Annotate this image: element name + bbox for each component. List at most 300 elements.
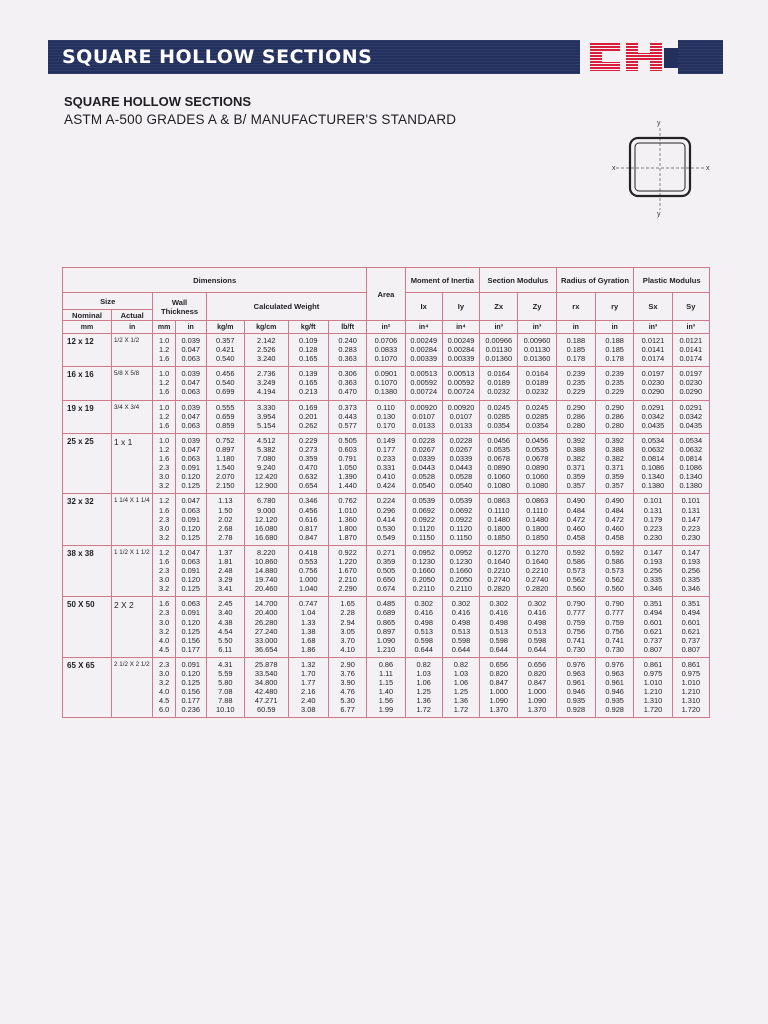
value-cell: 0.82 <box>453 659 469 669</box>
value-cell: 0.00513 <box>410 369 438 379</box>
value-cell: 0.147 <box>681 547 701 557</box>
value-column-cell <box>244 597 288 658</box>
value-column-cell <box>328 494 366 545</box>
value-cell: 0.621 <box>643 626 663 636</box>
value-cell: 4.10 <box>340 644 355 654</box>
value-cell: 0.897 <box>376 626 396 636</box>
value-cell: 0.302 <box>414 599 433 609</box>
value-cell: 0.632 <box>298 472 318 482</box>
value-cell: 0.177 <box>181 644 200 654</box>
value-cell: 0.1120 <box>412 523 435 533</box>
value-cell: 0.562 <box>605 575 624 585</box>
value-cell: 0.573 <box>605 566 624 576</box>
value-cell: 4.76 <box>340 687 355 697</box>
value-cell: 0.82 <box>416 659 431 669</box>
value-cell: 1.040 <box>298 584 318 594</box>
value-cell: 0.0189 <box>525 378 549 388</box>
value-cell: 0.0692 <box>449 505 473 515</box>
value-cell: 0.125 <box>181 678 200 688</box>
value-cell: 0.193 <box>643 556 663 566</box>
value-column-cell <box>596 545 634 596</box>
value-column-cell <box>518 334 556 367</box>
value-cell: 0.791 <box>338 454 357 464</box>
value-cell: 2.3 <box>158 463 170 473</box>
value-cell: 0.125 <box>181 481 200 491</box>
value-cell: 0.656 <box>527 659 547 669</box>
nominal-size-cell: 16 x 16 <box>63 367 112 400</box>
value-cell: 0.139 <box>298 369 318 379</box>
value-cell: 0.0814 <box>679 454 703 464</box>
value-cell: 1.800 <box>338 523 357 533</box>
value-column-cell <box>672 433 709 494</box>
value-cell: 0.0228 <box>449 435 473 445</box>
value-cell: 0.0342 <box>679 411 703 421</box>
value-column-cell <box>405 597 442 658</box>
value-cell: 1.72 <box>416 705 431 715</box>
value-cell: 0.0443 <box>412 463 436 473</box>
value-cell: 0.577 <box>338 420 357 430</box>
value-cell: 0.00966 <box>485 336 513 345</box>
value-column-cell <box>596 657 634 718</box>
value-cell: 0.359 <box>376 556 396 566</box>
value-cell: 2.02 <box>218 514 233 524</box>
value-column-cell <box>596 597 634 658</box>
ch-logo-icon <box>580 40 678 74</box>
value-cell: 1.870 <box>338 532 357 542</box>
value-cell: 0.382 <box>605 454 624 464</box>
value-cell: 0.1660 <box>412 566 436 576</box>
value-column-cell <box>634 334 672 367</box>
value-cell: 0.0890 <box>525 463 549 473</box>
value-cell: 0.759 <box>605 617 624 627</box>
value-cell: 0.598 <box>414 635 433 645</box>
value-cell: 0.00339 <box>447 354 475 364</box>
header-calculated-weight: Calculated Weight <box>206 293 367 321</box>
value-cell: 0.1150 <box>449 532 472 542</box>
value-cell: 0.125 <box>181 626 200 636</box>
table-row <box>63 545 710 596</box>
value-cell: 0.807 <box>643 644 663 654</box>
value-column-cell <box>518 433 556 494</box>
value-cell: 1.2 <box>158 444 170 454</box>
value-cell: 1.540 <box>216 463 235 473</box>
value-cell: 0.0354 <box>525 420 549 430</box>
value-cell: 0.1230 <box>449 556 473 566</box>
value-cell: 0.656 <box>489 659 508 669</box>
value-cell: 0.0692 <box>412 505 436 515</box>
value-cell: 3.954 <box>256 411 276 421</box>
value-column-cell <box>442 494 479 545</box>
value-cell: 0.0228 <box>412 435 436 445</box>
value-column-cell <box>556 334 595 367</box>
value-cell: 0.592 <box>605 547 624 557</box>
value-cell: 0.290 <box>605 402 624 412</box>
value-cell: 0.296 <box>376 505 396 515</box>
value-cell: 0.120 <box>181 575 200 585</box>
value-cell: 0.737 <box>681 635 701 645</box>
value-cell: 0.063 <box>181 599 200 609</box>
value-cell: 0.0291 <box>641 402 665 412</box>
value-cell: 0.0534 <box>679 435 703 445</box>
nominal-size-cell: 32 x 32 <box>63 494 112 545</box>
value-cell: 0.513 <box>489 626 508 636</box>
value-column-cell <box>672 400 709 433</box>
value-cell: 0.047 <box>181 444 200 454</box>
value-cell: 1.6 <box>158 420 170 430</box>
value-cell: 0.091 <box>181 463 200 473</box>
value-cell: 0.650 <box>376 575 396 585</box>
value-column-cell <box>480 545 518 596</box>
value-column-cell <box>518 494 556 545</box>
value-cell: 0.0121 <box>641 336 665 345</box>
value-cell: 0.756 <box>298 566 318 576</box>
value-column-cell <box>405 494 442 545</box>
value-cell: 1.70 <box>301 669 316 678</box>
nominal-size-cell: 25 x 25 <box>63 433 112 494</box>
unit-cell: in³ <box>518 321 556 334</box>
value-cell: 27.240 <box>254 626 278 636</box>
units-row <box>63 321 710 334</box>
value-cell: 0.1380 <box>374 387 398 397</box>
value-cell: 0.897 <box>216 444 235 454</box>
value-cell: 0.047 <box>181 547 200 557</box>
unit-cell: in³ <box>480 321 518 334</box>
value-cell: 0.1086 <box>641 463 665 473</box>
value-cell: 0.147 <box>643 547 663 557</box>
value-cell: 0.592 <box>566 547 586 557</box>
value-cell: 0.039 <box>181 336 200 345</box>
actual-size-cell: 5/8 X 5/8 <box>111 367 152 400</box>
value-cell: 6.11 <box>218 644 233 654</box>
value-cell: 0.0285 <box>487 411 511 421</box>
value-cell: 0.392 <box>566 435 586 445</box>
unit-cell: kg/ft <box>288 321 328 334</box>
value-column-cell <box>672 657 709 718</box>
value-cell: 3.0 <box>158 617 170 627</box>
value-cell: 0.644 <box>527 644 547 654</box>
value-cell: 0.120 <box>181 472 200 482</box>
value-cell: 0.00592 <box>447 378 475 388</box>
value-cell: 3.0 <box>158 523 170 533</box>
value-cell: 0.357 <box>605 481 624 491</box>
value-cell: 0.0285 <box>525 411 549 421</box>
value-cell: 0.335 <box>681 575 701 585</box>
value-column-cell <box>634 400 672 433</box>
value-cell: 3.2 <box>158 626 170 636</box>
value-cell: 12.420 <box>254 472 278 482</box>
value-cell: 1.04 <box>301 608 316 618</box>
value-cell: 0.156 <box>181 687 200 697</box>
value-cell: 0.230 <box>643 532 663 542</box>
value-cell: 0.359 <box>566 472 586 482</box>
value-cell: 1.0 <box>158 402 170 412</box>
value-cell: 1.36 <box>453 696 469 706</box>
value-cell: 0.752 <box>216 435 235 445</box>
value-cell: 1.720 <box>681 705 701 715</box>
value-cell: 0.1120 <box>449 523 472 533</box>
value-cell: 1.65 <box>340 599 355 609</box>
value-cell: 0.2050 <box>412 575 436 585</box>
value-cell: 0.256 <box>643 566 663 576</box>
actual-size-cell: 1 x 1 <box>111 433 152 494</box>
value-cell: 1.0 <box>158 369 170 379</box>
value-column-cell <box>480 494 518 545</box>
value-column-cell <box>328 400 366 433</box>
value-cell: 2.28 <box>340 608 355 618</box>
value-cell: 1.440 <box>338 481 357 491</box>
header-radius-of-gyration: Radius of Gyration <box>556 268 634 293</box>
value-cell: 0.0174 <box>679 354 703 364</box>
value-column-cell <box>244 657 288 718</box>
value-cell: 2.40 <box>301 696 316 706</box>
value-cell: 0.063 <box>181 454 200 464</box>
value-cell: 0.1380 <box>679 481 703 491</box>
value-column-cell <box>367 597 405 658</box>
value-column-cell <box>518 400 556 433</box>
value-cell: 1.220 <box>338 556 357 566</box>
value-column-cell <box>288 545 328 596</box>
value-cell: 3.05 <box>340 626 355 636</box>
value-cell: 7.080 <box>256 454 276 464</box>
value-cell: 0.1070 <box>374 354 398 364</box>
value-cell: 0.790 <box>605 599 624 609</box>
value-cell: 0.256 <box>681 566 701 576</box>
value-cell: 0.0232 <box>525 387 549 397</box>
value-cell: 0.00284 <box>447 345 475 355</box>
value-column-cell <box>480 657 518 718</box>
value-cell: 0.0174 <box>641 354 665 364</box>
value-cell: 0.147 <box>681 514 701 524</box>
value-cell: 0.1150 <box>412 532 435 542</box>
value-column-cell <box>442 433 479 494</box>
value-column-cell <box>175 400 206 433</box>
unit-cell: kg/cm <box>244 321 288 334</box>
value-cell: 0.178 <box>605 354 624 364</box>
value-column-cell <box>556 545 595 596</box>
value-column-cell <box>518 367 556 400</box>
value-column-cell <box>405 334 442 367</box>
value-cell: 5.50 <box>218 635 233 645</box>
header-ry: ry <box>596 293 634 321</box>
value-column-cell <box>480 433 518 494</box>
unit-cell: in <box>596 321 634 334</box>
value-cell: 0.484 <box>566 505 586 515</box>
value-cell: 0.213 <box>298 387 318 397</box>
value-cell: 26.280 <box>254 617 278 627</box>
value-column-cell <box>153 597 175 658</box>
value-cell: 2.90 <box>340 659 355 669</box>
value-cell: 0.0456 <box>487 435 511 445</box>
value-cell: 0.063 <box>181 556 200 566</box>
value-cell: 0.0245 <box>487 402 511 412</box>
value-cell: 0.128 <box>298 345 318 355</box>
value-column-cell <box>405 545 442 596</box>
value-column-cell <box>518 597 556 658</box>
value-cell: 0.283 <box>338 345 357 355</box>
header-size: Size <box>63 293 153 310</box>
value-cell: 1.32 <box>301 659 316 669</box>
value-cell: 4.5 <box>158 644 170 654</box>
value-column-cell <box>328 367 366 400</box>
value-cell: 0.063 <box>181 420 200 430</box>
value-column-cell <box>634 545 672 596</box>
value-cell: 14.700 <box>254 599 278 609</box>
value-cell: 5.80 <box>218 678 233 688</box>
value-cell: 0.2740 <box>525 575 549 585</box>
value-column-cell <box>634 367 672 400</box>
value-column-cell <box>206 545 244 596</box>
value-cell: 0.392 <box>605 435 624 445</box>
table-row <box>63 597 710 658</box>
value-column-cell <box>328 597 366 658</box>
value-cell: 0.0678 <box>525 454 549 464</box>
value-cell: 0.280 <box>605 420 624 430</box>
value-column-cell <box>367 400 405 433</box>
value-cell: 1.6 <box>158 387 170 397</box>
unit-cell: in³ <box>672 321 709 334</box>
table-body <box>63 334 710 718</box>
actual-size-cell: 1 1/2 X 1 1/2 <box>111 545 152 596</box>
value-cell: 0.0863 <box>487 496 511 506</box>
value-column-cell <box>153 334 175 367</box>
unit-cell: in³ <box>634 321 672 334</box>
value-cell: 0.418 <box>298 547 318 557</box>
value-cell: 1.6 <box>158 454 170 464</box>
value-column-cell <box>556 597 595 658</box>
value-cell: 0.1480 <box>487 514 511 524</box>
value-column-cell <box>288 597 328 658</box>
value-cell: 0.421 <box>216 345 235 355</box>
value-cell: 0.0952 <box>412 547 436 557</box>
value-cell: 0.0339 <box>412 454 436 464</box>
value-cell: 1.68 <box>301 635 316 645</box>
value-cell: 0.859 <box>216 420 235 430</box>
value-cell: 0.1060 <box>525 472 549 482</box>
value-cell: 0.109 <box>298 336 318 345</box>
value-column-cell <box>288 657 328 718</box>
value-column-cell <box>153 433 175 494</box>
value-cell: 0.416 <box>451 608 471 618</box>
value-column-cell <box>175 545 206 596</box>
value-cell: 0.388 <box>566 444 586 454</box>
value-cell: 0.178 <box>566 354 586 364</box>
value-column-cell <box>206 334 244 367</box>
value-cell: 1.56 <box>378 696 394 706</box>
value-cell: 0.976 <box>605 659 624 669</box>
value-column-cell <box>175 433 206 494</box>
nominal-size-cell: 38 x 38 <box>63 545 112 596</box>
value-cell: 1.36 <box>416 696 431 706</box>
value-cell: 12.900 <box>254 481 278 491</box>
value-cell: 0.498 <box>451 617 471 627</box>
value-cell: 0.00249 <box>447 336 475 345</box>
value-cell: 0.416 <box>489 608 508 618</box>
value-cell: 0.0245 <box>525 402 549 412</box>
value-cell: 0.540 <box>216 378 235 388</box>
value-cell: 1.010 <box>643 678 663 688</box>
value-cell: 0.0141 <box>679 345 703 355</box>
value-cell: 0.549 <box>376 532 396 542</box>
value-cell: 0.351 <box>643 599 663 609</box>
value-cell: 12.120 <box>254 514 278 524</box>
value-cell: 0.0540 <box>412 481 436 491</box>
value-cell: 0.975 <box>643 669 663 678</box>
value-cell: 2.94 <box>340 617 355 627</box>
value-cell: 0.0901 <box>374 369 398 379</box>
value-column-cell <box>288 433 328 494</box>
value-column-cell <box>244 400 288 433</box>
unit-cell: lb/ft <box>328 321 366 334</box>
value-cell: 0.0528 <box>412 472 436 482</box>
value-column-cell <box>328 545 366 596</box>
value-column-cell <box>206 367 244 400</box>
value-column-cell <box>288 494 328 545</box>
value-cell: 0.063 <box>181 354 200 364</box>
value-cell: 16.080 <box>254 523 278 533</box>
value-cell: 0.472 <box>566 514 586 524</box>
value-cell: 0.586 <box>605 556 624 566</box>
value-cell: 0.0534 <box>641 435 665 445</box>
value-cell: 0.689 <box>376 608 396 618</box>
value-cell: 1.000 <box>527 687 547 697</box>
value-cell: 0.179 <box>643 514 663 524</box>
header-rx: rx <box>556 293 595 321</box>
value-cell: 0.0121 <box>679 336 703 345</box>
value-cell: 0.193 <box>681 556 701 566</box>
value-cell: 0.149 <box>376 435 396 445</box>
value-cell: 0.131 <box>643 505 663 515</box>
value-cell: 1.06 <box>453 678 469 688</box>
value-cell: 0.351 <box>681 599 701 609</box>
value-cell: 0.0230 <box>641 378 665 388</box>
value-column-cell <box>518 545 556 596</box>
value-cell: 3.2 <box>158 481 170 491</box>
value-cell: 3.08 <box>301 705 316 715</box>
value-cell: 0.1640 <box>487 556 511 566</box>
value-cell: 0.229 <box>566 387 586 397</box>
value-cell: 0.165 <box>298 354 318 364</box>
value-column-cell <box>153 657 175 718</box>
value-cell: 1.0 <box>158 336 170 345</box>
value-cell: 1.2 <box>158 496 170 506</box>
value-cell: 0.169 <box>298 402 318 412</box>
value-cell: 2.210 <box>338 575 357 585</box>
value-cell: 0.0539 <box>449 496 473 506</box>
value-cell: 0.0632 <box>679 444 703 454</box>
value-cell: 0.039 <box>181 435 200 445</box>
value-column-cell <box>442 657 479 718</box>
value-cell: 0.302 <box>527 599 547 609</box>
value-cell: 2.68 <box>218 523 233 533</box>
value-cell: 0.644 <box>451 644 471 654</box>
value-cell: 0.756 <box>605 626 624 636</box>
value-cell: 0.2820 <box>525 584 549 594</box>
value-cell: 0.494 <box>643 608 663 618</box>
value-cell: 0.229 <box>298 435 318 445</box>
value-cell: 0.961 <box>605 678 624 688</box>
value-column-cell <box>442 334 479 367</box>
value-cell: 0.0539 <box>412 496 436 506</box>
value-column-cell <box>442 367 479 400</box>
value-column-cell <box>367 657 405 718</box>
value-column-cell <box>206 657 244 718</box>
value-cell: 0.1086 <box>679 463 703 473</box>
value-cell: 0.302 <box>489 599 508 609</box>
x-axis-label-left: x <box>612 165 616 172</box>
value-cell: 0.331 <box>376 463 396 473</box>
value-column-cell <box>288 367 328 400</box>
value-cell: 0.1270 <box>487 547 511 557</box>
